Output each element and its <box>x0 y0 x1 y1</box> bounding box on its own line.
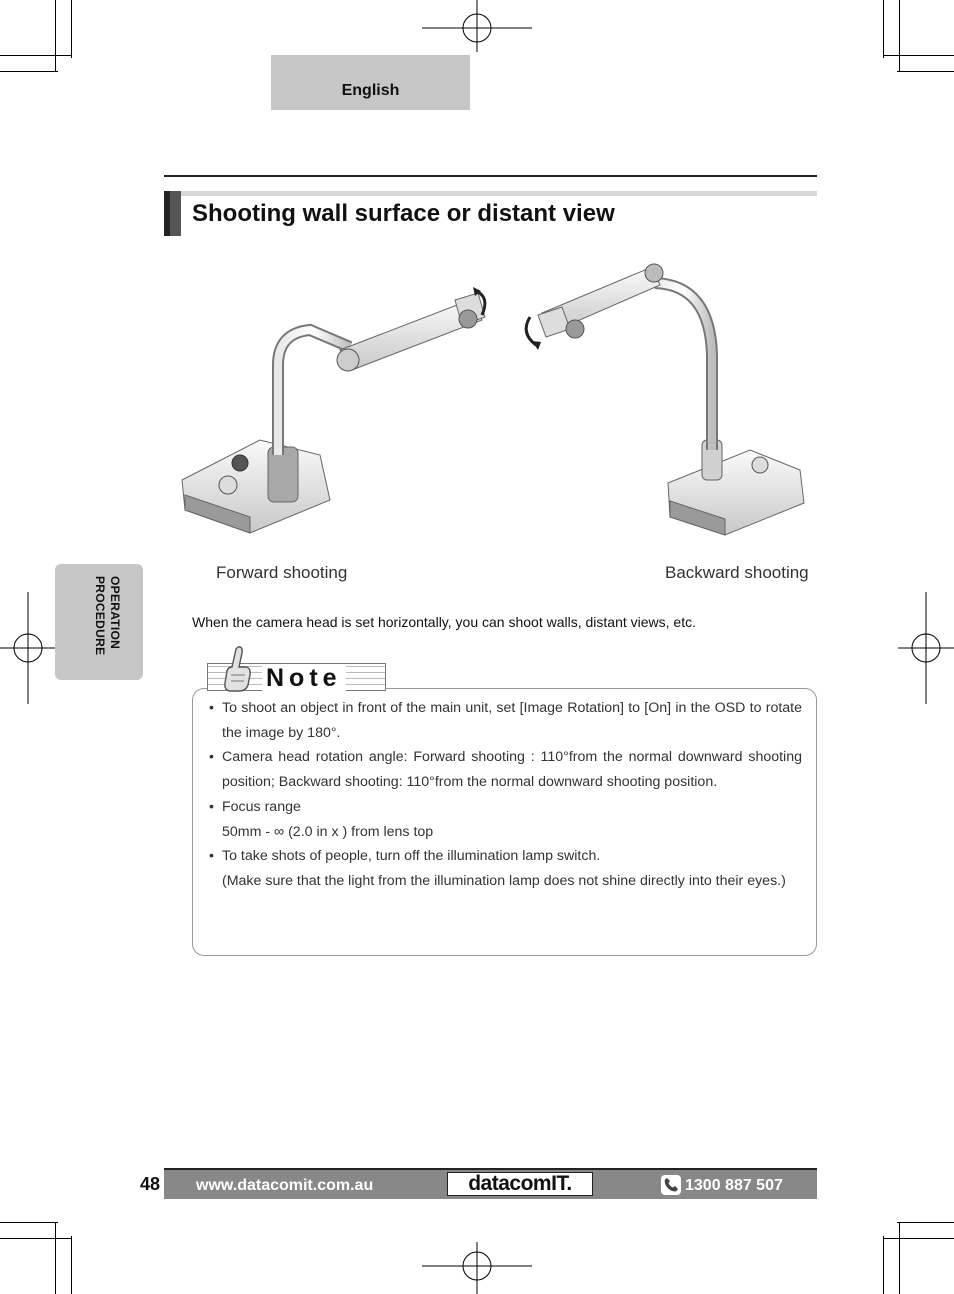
section-title: Shooting wall surface or distant view <box>192 200 615 227</box>
footer-url[interactable]: www.datacomit.com.au <box>196 1177 374 1194</box>
footer-phone: 1300 887 507 <box>685 1177 783 1194</box>
registration-mark-top <box>422 0 532 60</box>
section-rule <box>164 175 817 177</box>
intro-text: When the camera head is set horizontally, you can shoot walls, distant views, etc. <box>192 614 696 630</box>
section-rule-grey <box>181 191 817 196</box>
list-item <box>208 795 802 844</box>
camera-illustration <box>170 255 820 555</box>
backward-camera <box>526 264 804 535</box>
note-item-4: To take shots of people, turn off the illumination lamp switch. <box>222 848 601 865</box>
registration-mark-bottom <box>422 1234 532 1294</box>
side-tab-label <box>92 576 122 655</box>
note-item-1: To shoot an object in front of the main unit, set [Image Rotation] to [On] in the OSD to rotate the image by 180°. <box>222 700 802 741</box>
footer-logo: datacomIT. <box>447 1172 593 1196</box>
phone-icon <box>661 1175 681 1195</box>
caption-forward-shooting: Forward shooting <box>216 563 348 582</box>
note-item-2: Camera head rotation angle: Forward shooting : 110°from the normal downward shooting position; Backward shooting: 110°from the normal downward shooting position. <box>222 749 802 791</box>
language-label: English <box>341 82 400 99</box>
note-item-3-detail: 50mm - ∞ (2.0 in x ) from lens top <box>222 823 434 840</box>
page-number: 48 <box>140 1174 161 1194</box>
list-item <box>208 844 802 893</box>
caption-backward-shooting: Backward shooting <box>665 563 809 582</box>
registration-mark-left <box>0 592 56 704</box>
list-item <box>208 745 802 794</box>
note-list <box>208 696 802 894</box>
side-tab-line2: PROCEDURE <box>93 576 107 656</box>
note-item-4-detail: (Make sure that the light from the illumination lamp does not shine directly into their eyes.) <box>222 872 786 889</box>
registration-mark-right <box>898 592 954 704</box>
note-title: Note <box>262 664 346 692</box>
side-tab-line1: OPERATION <box>108 576 122 650</box>
note-item-3: Focus range <box>222 798 301 815</box>
section-title-marker <box>164 191 181 236</box>
language-tab <box>271 55 470 110</box>
pointing-hand-icon <box>219 645 255 693</box>
list-item <box>208 696 802 745</box>
forward-camera <box>182 287 485 533</box>
